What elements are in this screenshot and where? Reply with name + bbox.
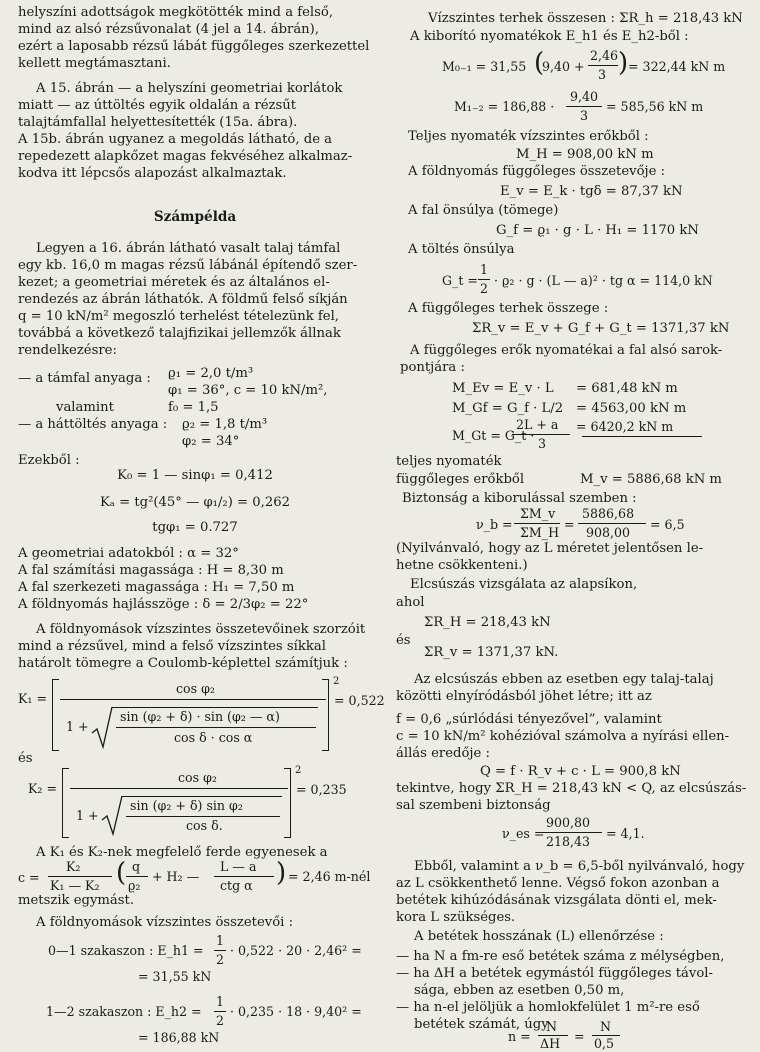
frac-den: 3 [538, 436, 547, 451]
nb-lhs: ν_b = [476, 517, 513, 532]
underline [582, 436, 702, 437]
frac-num: 2,46 [590, 48, 619, 63]
material-value: ϱ₁ = 2,0 t/m³ [168, 366, 254, 381]
fraction-bar [478, 279, 490, 280]
formula: ΣR_H = 218,43 kN [424, 615, 551, 630]
formula: Kₐ = tg²(45° — φ₁/₂) = 0,262 [99, 495, 291, 510]
frac-num: 2L + a [516, 417, 559, 432]
fraction-bar [578, 523, 646, 524]
fraction-bar [116, 727, 316, 728]
text-line: sal szembeni biztonság [396, 798, 551, 813]
nes-result: = 4,1. [606, 826, 645, 841]
frac-num: N [546, 1019, 558, 1034]
fraction-bar [214, 950, 226, 951]
text-line: az L csökkenthető lenne. Végső fokon azonban a [396, 876, 720, 891]
text-line: betétek kihúzódásának vizsgálata dönti el, mek- [396, 893, 717, 908]
gt-lhs: G_t = [442, 273, 478, 288]
text-line: Ebből, valamint a ν_b = 6,5-ből nyilvánvaló, hogy [414, 859, 745, 874]
geometry-line: A fal szerkezeti magassága : H₁ = 7,50 m [18, 580, 295, 595]
formula: M_Ev = E_v · L [452, 381, 554, 396]
fraction-bar [514, 523, 560, 524]
frac-den: 3 [598, 67, 607, 82]
text-line: kora L szükséges. [396, 910, 516, 925]
list-item: — ha ΔH a betétek egymástól függőleges távol- [396, 966, 713, 981]
text-line: Elcsúszás vizsgálata az alapsíkon, [410, 577, 638, 592]
text-line: Vízszintes terhek összesen : ΣR_h = 218,43 kN [428, 11, 743, 26]
equals: = [574, 1029, 585, 1044]
s12-rhs: · 0,235 · 18 · 9,40² = [230, 1004, 362, 1019]
frac-den: 0,5 [594, 1036, 615, 1051]
s01-lhs: 0—1 szakaszon : E_h1 = [48, 943, 204, 958]
text-line: ahol [396, 595, 425, 610]
para-line: Legyen a 16. ábrán látható vasalt talaj támfal [36, 241, 341, 256]
intro-line: miatt — az úttöltés egyik oldalán a rézsűt [18, 98, 297, 113]
intro-line: talajtámfallal helyettesítették (15a. ábra). [18, 115, 298, 130]
para-line: továbbá a következő talajfizikai jellemzők állnak [18, 326, 341, 341]
m01-inner: 9,40 + [542, 59, 585, 74]
text-line: A függőleges terhek összege : [408, 301, 609, 316]
fraction-bar [70, 788, 288, 789]
m12-result: = 585,56 kN m [606, 99, 704, 114]
text-line: A betétek hosszának (L) ellenőrzése : [414, 929, 664, 944]
n-lhs: n = [508, 1029, 531, 1044]
formula: ΣR_v = E_v + G_f + G_t = 1371,37 kN [472, 321, 730, 336]
text-line: A kiborító nyomatékok E_h1 és E_h2-ből : [410, 29, 689, 44]
geometry-line: A geometriai adatokból : α = 32° [18, 546, 239, 561]
material-value: φ₂ = 34° [182, 434, 240, 449]
k2-inner-denominator: cos δ. [186, 818, 223, 833]
bracket-right [284, 768, 291, 838]
material-label: valamint [56, 400, 114, 415]
s12-lhs: 1—2 szakaszon : E_h2 = [46, 1004, 202, 1019]
text-line: hetne csökkenteni.) [396, 558, 528, 573]
c-result: = 2,46 m-nél [288, 869, 371, 884]
list-item: sága, ebben az esetben 0,50 m, [414, 983, 625, 998]
formula: tgφ₁ = 0.727 [152, 520, 238, 535]
frac-num: 1 [480, 262, 489, 277]
text-line: Az elcsúszás ebben az esetben egy talaj-talaj [414, 672, 714, 687]
fraction-bar [126, 876, 148, 877]
mgt-result: = 6420,2 kN m [576, 419, 674, 434]
geometry-line: A fal számítási magassága : H = 8,30 m [18, 563, 284, 578]
s01-result: = 31,55 kN [138, 969, 212, 984]
formula: = 4563,00 kN m [576, 401, 687, 416]
sqrt-sign [100, 794, 124, 836]
frac-den: ΔH [540, 1036, 561, 1051]
fraction-bar [60, 699, 326, 700]
material-value: f₀ = 1,5 [168, 400, 219, 415]
frac-num: N [600, 1019, 612, 1034]
geometry-line: A földnyomás hajlásszöge : δ = 2/3φ₂ = 22° [18, 597, 309, 612]
text-line: Teljes nyomaték vízszintes erőkből : [408, 129, 649, 144]
frac-num: ΣM_v [520, 506, 556, 521]
c-lhs: c = [18, 870, 40, 885]
text-line: A függőleges erők nyomatékai a fal alsó sarok- [410, 343, 723, 358]
formula: Q = f · R_v + c · L = 900,8 kN [480, 764, 681, 779]
para-line: q = 10 kN/m² megoszló terhelést tételezünk fel, [18, 309, 339, 324]
text-line: teljes nyomaték [396, 454, 502, 469]
formula: ΣR_v = 1371,37 kN. [424, 645, 559, 660]
text-line: A töltés önsúlya [408, 242, 515, 257]
frac-num: 1 [216, 933, 225, 948]
text-line: és [396, 633, 411, 648]
m01-lhs: M₀₋₁ = 31,55 [442, 59, 527, 74]
text-line: tekintve, hogy ΣR_H = 218,43 kN < Q, az elcsúszás- [396, 781, 747, 796]
exponent: 2 [333, 676, 340, 687]
frac-den: K₁ — K₂ [50, 878, 100, 893]
material-label: — a támfal anyaga : [18, 371, 151, 386]
frac-num: 1 [216, 994, 225, 1009]
fraction-bar [214, 876, 274, 877]
material-value: φ₁ = 36°, c = 10 kN/m², [168, 383, 328, 398]
s01-rhs: · 0,522 · 20 · 2,46² = [230, 943, 362, 958]
para-line: A földnyomások vízszintes összetevőinek szorzóit [36, 622, 366, 637]
formula: M_v = 5886,68 kN m [580, 472, 722, 487]
intro-line: helyszíni adottságok megkötötték mind a felső, [18, 5, 334, 20]
text-line: állás eredője : [396, 746, 490, 761]
m01-result: = 322,44 kN m [628, 59, 726, 74]
bracket-left [52, 679, 59, 751]
material-value: ϱ₂ = 1,8 t/m³ [182, 417, 268, 432]
text-line: c = 10 kN/m² kohézióval számolva a nyírási ellen- [396, 729, 730, 744]
intro-line: mind az alsó rézsűvonalat (4 jel a 14. ábrán), [18, 22, 320, 37]
c-mid: + H₂ — [152, 869, 200, 884]
sqrt-bar [122, 796, 282, 797]
k1-result: = 0,522 [334, 693, 385, 708]
list-item: — ha n-el jelöljük a homlokfelület 1 m²-re eső [396, 1000, 700, 1015]
fraction-bar [540, 832, 602, 833]
para-line: A földnyomások vízszintes összetevői : [36, 915, 294, 930]
text-line: Biztonság a kiborulással szemben : [402, 491, 637, 506]
k2-one: 1 + [76, 808, 99, 823]
mgt-lhs: M_Gt = G_t · [452, 428, 535, 443]
nb-result: = 6,5 [650, 517, 685, 532]
formula: G_f = ϱ₁ · g · L · H₁ = 1170 kN [496, 223, 699, 238]
frac-num: L — a [220, 859, 257, 874]
paren-right: ) [276, 858, 287, 888]
k1-one: 1 + [66, 719, 89, 734]
frac-den: ϱ₂ [128, 878, 141, 893]
fraction-bar [126, 816, 280, 817]
section-heading: Számpélda [153, 209, 237, 225]
intro-line: kellett megtámasztani. [18, 56, 171, 71]
frac-den: ctg α [220, 878, 253, 893]
k2-result: = 0,235 [296, 782, 347, 797]
equals: = [564, 517, 575, 532]
frac-num: 900,80 [546, 815, 591, 830]
fraction-bar [588, 65, 618, 66]
k1-inner-denominator: cos δ · cos α [174, 730, 253, 745]
k1-lhs: K₁ = [18, 691, 48, 706]
frac-den: 218,43 [546, 834, 591, 849]
text-line: A földnyomás függőleges összetevője : [408, 164, 666, 179]
sqrt-bar [112, 707, 318, 708]
formula: K₀ = 1 — sinφ₁ = 0,412 [117, 468, 273, 483]
para-line: határolt tömegre a Coulomb-képlettel számítjuk : [18, 656, 348, 671]
para-line: rendelkezésre: [18, 343, 117, 358]
frac-num: K₂ [66, 859, 81, 874]
fraction-bar [566, 106, 602, 107]
label: Ezekből : [18, 453, 80, 468]
frac-den: 3 [580, 108, 589, 123]
formula: = 681,48 kN m [576, 381, 678, 396]
text-line: közötti elnyíródásból jöhet létre; itt az [396, 689, 652, 704]
text-line: f = 0,6 „súrlódási tényezővel”, valamint [396, 712, 662, 727]
frac-num: 5886,68 [582, 506, 635, 521]
frac-num: 9,40 [570, 89, 599, 104]
paren-left: ( [116, 858, 127, 888]
formula: M_H = 908,00 kN m [516, 147, 654, 162]
para-line: egy kb. 16,0 m magas rézsű lábánál építendő szer- [18, 258, 358, 273]
k2-numerator: cos φ₂ [178, 770, 217, 785]
fraction-bar [48, 876, 112, 877]
para-line: mind a rézsűvel, mind a felső vízszintes síkkal [18, 639, 326, 654]
list-item: — ha N a fm-re eső betétek száma z mélységben, [396, 949, 725, 964]
frac-den: 908,00 [586, 525, 631, 540]
s12-result: = 186,88 kN [138, 1030, 220, 1045]
frac-den: 2 [216, 1013, 225, 1028]
para-line: kezet; a geometriai méretek és az általános el- [18, 275, 330, 290]
formula: M_Gf = G_f · L/2 [452, 401, 564, 416]
nes-lhs: ν_es = [502, 826, 545, 841]
text-line: pontjára : [400, 360, 465, 375]
bracket-right [322, 679, 329, 751]
exponent: 2 [295, 765, 302, 776]
frac-den: 2 [480, 281, 489, 296]
sqrt-sign [90, 705, 114, 749]
intro-line: A 15b. ábrán ugyanez a megoldás látható, de a [18, 132, 333, 147]
frac-den: 2 [216, 952, 225, 967]
text-line: (Nyilvánvaló, hogy az L méretet jelentősen le- [396, 541, 704, 556]
gt-rhs: · ϱ₂ · g · (L — a)² · tg α = 114,0 kN [494, 273, 713, 288]
paren-left: ( [534, 48, 545, 78]
m12-lhs: M₁₋₂ = 186,88 · [454, 99, 555, 114]
frac-den: ΣM_H [520, 525, 560, 540]
para-line: metszik egymást. [18, 893, 135, 908]
para-line: A K₁ és K₂-nek megfelelő ferde egyenesek a [36, 845, 328, 860]
intro-line: repedezett alapkőzet magas fekvéséhez alkalmaz- [18, 149, 353, 164]
fraction-bar [512, 434, 570, 435]
text-line: függőleges erőkből [396, 472, 525, 487]
k2-lhs: K₂ = [28, 781, 58, 796]
formula: E_v = E_k · tgδ = 87,37 kN [500, 184, 683, 199]
k2-inner-numerator: sin (φ₂ + δ) sin φ₂ [130, 798, 243, 813]
conjunction: és [18, 751, 33, 766]
intro-line: kodva itt lépcsős alapozást alkalmaztak. [18, 166, 287, 181]
paren-right: ) [618, 48, 629, 78]
k1-numerator: cos φ₂ [176, 681, 215, 696]
list-item: betétek számát, úgy [414, 1017, 549, 1032]
fraction-bar [214, 1011, 226, 1012]
intro-line: A 15. ábrán — a helyszíni geometriai korlátok [36, 81, 343, 96]
para-line: rendezés az ábrán láthatók. A földmű felső síkján [18, 292, 348, 307]
frac-num: q [132, 859, 141, 874]
intro-line: ezért a laposabb rézsű lábát függőleges szerkezettel [18, 39, 370, 54]
text-line: A fal önsúlya (tömege) [408, 203, 559, 218]
k1-inner-numerator: sin (φ₂ + δ) · sin (φ₂ — α) [120, 709, 280, 724]
bracket-left [62, 768, 69, 838]
material-label: — a háttöltés anyaga : [18, 417, 168, 432]
